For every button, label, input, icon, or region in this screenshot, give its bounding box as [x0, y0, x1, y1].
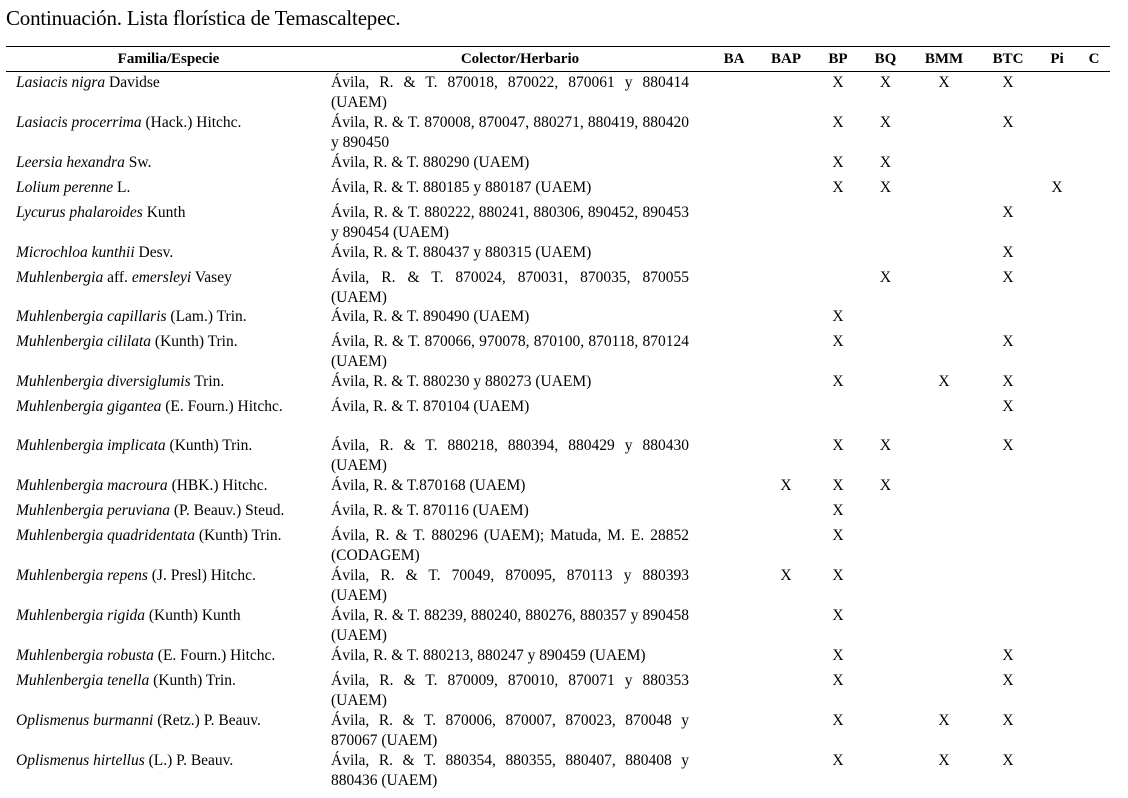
mark-btc: X: [1002, 269, 1014, 286]
mark-bap: [759, 397, 813, 436]
mark-pi: [1036, 526, 1078, 566]
table-row: [6, 332, 1110, 372]
species-author: (Hack.) Hitchc.: [145, 114, 242, 131]
mark-bmm: [908, 501, 980, 526]
species-name: Muhlenbergia quadridentata: [16, 527, 195, 544]
table-row: [6, 397, 1110, 436]
mark-c: [1078, 751, 1110, 791]
collector-cell: Ávila, R. & T.870168 (UAEM): [331, 477, 526, 494]
mark-bmm: [908, 203, 980, 243]
table-row: [6, 476, 1110, 501]
species-author: (Kunth) Kunth: [148, 607, 241, 624]
mark-btc: [980, 526, 1036, 566]
mark-c: [1078, 526, 1110, 566]
species-author: Davidse: [109, 74, 160, 91]
mark-pi: [1036, 268, 1078, 307]
mark-bp: X: [832, 477, 844, 494]
mark-ba: [709, 268, 759, 307]
mark-bp: [813, 203, 863, 243]
species-author: Desv.: [138, 244, 174, 261]
collector-cell: Ávila, R. & T. 880437 y 880315 (UAEM): [331, 244, 592, 261]
species-cell: [6, 71, 331, 113]
species-cell: [6, 372, 331, 397]
collector-cell: Ávila, R. & T. 870006, 870007, 870023, 870048 y 870067 (UAEM): [331, 712, 689, 749]
mark-bap: [759, 372, 813, 397]
species-cell: [6, 307, 331, 332]
mark-c: [1078, 178, 1110, 203]
table-row: [6, 646, 1110, 671]
table-row: [6, 711, 1110, 751]
header-bmm: BMM: [924, 50, 964, 67]
species-cell: [6, 646, 331, 671]
mark-ba: [709, 476, 759, 501]
mark-ba: [709, 71, 759, 113]
species-cell: [6, 113, 331, 153]
species-name: Muhlenbergia tenella: [16, 672, 150, 689]
mark-bap: [759, 113, 813, 153]
mark-bq: [863, 397, 908, 436]
mark-btc: X: [1002, 74, 1014, 91]
species-author: Trin.: [194, 373, 225, 390]
species-cell: [6, 711, 331, 751]
mark-c: [1078, 501, 1110, 526]
mark-pi: [1036, 436, 1078, 476]
species-author: (Lam.) Trin.: [170, 308, 247, 325]
species-name: Muhlenbergia peruviana: [16, 502, 170, 519]
mark-ba: [709, 606, 759, 646]
mark-ba: [709, 307, 759, 332]
mark-pi: [1036, 397, 1078, 436]
mark-bmm: [908, 153, 980, 178]
mark-bp: X: [832, 647, 844, 664]
species-cell: [6, 332, 331, 372]
mark-bq: [863, 566, 908, 606]
mark-bmm: [908, 113, 980, 153]
mark-bmm: [908, 307, 980, 332]
mark-ba: [709, 646, 759, 671]
species-name: Muhlenbergia rigida: [16, 607, 146, 624]
mark-bq: X: [879, 269, 892, 286]
mark-bq: [863, 526, 908, 566]
mark-ba: [709, 113, 759, 153]
species-author: (Kunth) Trin.: [198, 527, 282, 544]
species-author: (Kunth) Trin.: [153, 672, 236, 689]
mark-bap: [759, 606, 813, 646]
mark-ba: [709, 436, 759, 476]
mark-bap: [759, 332, 813, 372]
species-author: (HBK.) Hitchc.: [171, 477, 268, 494]
table-row: [6, 372, 1110, 397]
species-epithet: emersleyi: [131, 269, 192, 286]
table-row: [6, 526, 1110, 566]
collector-cell: Ávila, R. & T. 870009, 870010, 870071 y 880353 (UAEM): [331, 672, 689, 709]
mark-bap: [759, 71, 813, 113]
mark-bp: [813, 268, 863, 307]
mark-bq: [863, 671, 908, 711]
species-cell: [6, 436, 331, 476]
mark-pi: [1036, 203, 1078, 243]
species-author: L.: [117, 179, 131, 196]
mark-c: [1078, 307, 1110, 332]
mark-btc: X: [1002, 333, 1014, 350]
mark-bp: [813, 397, 863, 436]
mark-btc: X: [1002, 672, 1014, 689]
species-cell: [6, 606, 331, 646]
header-pi: Pi: [1050, 50, 1064, 67]
species-author: (J. Presl) Hitchc.: [151, 567, 256, 584]
collector-cell: Ávila, R. & T. 880218, 880394, 880429 y 880430 (UAEM): [331, 437, 689, 474]
mark-bq: X: [879, 74, 892, 91]
mark-bmm: [908, 243, 980, 268]
collector-cell: Ávila, R. & T. 880222, 880241, 880306, 890452, 890453 y 890454 (UAEM): [331, 204, 689, 241]
species-name: Leersia hexandra: [16, 154, 125, 171]
floristic-table: [6, 48, 1110, 791]
species-author: (P. Beauv.) Steud.: [173, 502, 285, 519]
species-author: (Retz.) P. Beauv.: [157, 712, 261, 729]
table-title: Continuación. Lista florística de Temascaltepec.: [6, 6, 401, 30]
collector-cell: Ávila, R. & T. 880213, 880247 y 890459 (UAEM): [331, 647, 646, 664]
table-row: [6, 153, 1110, 178]
species-cell: [6, 153, 331, 178]
header-btc: BTC: [992, 50, 1024, 67]
mark-c: [1078, 153, 1110, 178]
mark-bap: [759, 671, 813, 711]
species-author: Vasey: [194, 269, 232, 286]
species-cell: [6, 203, 331, 243]
header-species: Familia/Especie: [117, 50, 220, 67]
species-name: Lasiacis procerrima: [16, 114, 142, 131]
mark-ba: [709, 751, 759, 791]
mark-bp: X: [832, 179, 844, 196]
mark-bq: [863, 751, 908, 791]
collector-cell: Ávila, R. & T. 880354, 880355, 880407, 880408 y 880436 (UAEM): [331, 752, 689, 789]
mark-bmm: X: [938, 752, 950, 769]
mark-bp: X: [832, 712, 844, 729]
collector-cell: Ávila, R. & T. 880296 (UAEM); Matuda, M. E. 28852 (CODAGEM): [331, 527, 689, 564]
table-row: [6, 566, 1110, 606]
table-header-row: [6, 48, 1110, 71]
mark-bap: [759, 501, 813, 526]
species-author: (E. Fourn.) Hitchc.: [157, 647, 276, 664]
species-name: Muhlenbergia capillaris: [16, 308, 167, 325]
table-row: [6, 203, 1110, 243]
collector-cell: Ávila, R. & T. 880290 (UAEM): [331, 154, 530, 171]
species-cell: [6, 397, 331, 436]
mark-btc: X: [1002, 647, 1014, 664]
species-name: Lolium perenne: [16, 179, 114, 196]
mark-bap: [759, 203, 813, 243]
table-row: [6, 606, 1110, 646]
species-cell: [6, 566, 331, 606]
table-row: [6, 501, 1110, 526]
mark-bmm: [908, 606, 980, 646]
species-name: Muhlenbergia diversiglumis: [16, 373, 191, 390]
mark-bp: X: [832, 502, 844, 519]
mark-bmm: [908, 526, 980, 566]
mark-btc: X: [1002, 437, 1014, 454]
header-collector: Colector/Herbario: [460, 50, 580, 67]
collector-cell: Ávila, R. & T. 70049, 870095, 870113 y 880393 (UAEM): [331, 567, 689, 604]
mark-btc: [980, 606, 1036, 646]
mark-ba: [709, 332, 759, 372]
header-bq: BQ: [874, 50, 897, 67]
mark-c: [1078, 476, 1110, 501]
species-author: (Kunth) Trin.: [154, 333, 238, 350]
mark-bmm: [908, 436, 980, 476]
mark-bmm: [908, 646, 980, 671]
mark-pi: [1036, 332, 1078, 372]
mark-c: [1078, 203, 1110, 243]
mark-ba: [709, 566, 759, 606]
mark-pi: [1036, 153, 1078, 178]
mark-c: [1078, 268, 1110, 307]
mark-pi: [1036, 646, 1078, 671]
mark-c: [1078, 646, 1110, 671]
mark-bmm: [908, 476, 980, 501]
header-bp: BP: [828, 50, 848, 67]
mark-bp: X: [832, 333, 844, 350]
mark-bp: X: [832, 154, 844, 171]
header-bap: BAP: [771, 50, 801, 67]
mark-bp: X: [832, 672, 844, 689]
table-row: [6, 71, 1110, 113]
mark-pi: [1036, 711, 1078, 751]
species-author: (Kunth) Trin.: [169, 437, 253, 454]
species-author: Kunth: [146, 204, 186, 221]
table-row: [6, 436, 1110, 476]
mark-btc: X: [1002, 752, 1014, 769]
mark-ba: [709, 153, 759, 178]
species-cell: [6, 476, 331, 501]
mark-bq: X: [879, 114, 892, 131]
mark-bap: [759, 711, 813, 751]
mark-bmm: X: [938, 712, 950, 729]
collector-cell: Ávila, R. & T. 870104 (UAEM): [331, 398, 530, 415]
mark-bap: [759, 436, 813, 476]
mark-pi: [1036, 671, 1078, 711]
mark-bmm: [908, 671, 980, 711]
mark-bq: [863, 332, 908, 372]
mark-c: [1078, 243, 1110, 268]
mark-bq: X: [879, 154, 892, 171]
mark-btc: [980, 153, 1036, 178]
header-c: C: [1088, 50, 1100, 67]
species-cell: [6, 268, 331, 307]
mark-btc: X: [1002, 114, 1014, 131]
mark-c: [1078, 436, 1110, 476]
mark-c: [1078, 671, 1110, 711]
mark-c: [1078, 372, 1110, 397]
mark-bmm: [908, 332, 980, 372]
mark-ba: [709, 178, 759, 203]
species-name: Oplismenus burmanni: [16, 712, 154, 729]
mark-ba: [709, 501, 759, 526]
species-name: Microchloa kunthii: [16, 244, 135, 261]
mark-bq: [863, 243, 908, 268]
table-row: [6, 113, 1110, 153]
mark-bmm: X: [938, 74, 950, 91]
species-author: (L.) P. Beauv.: [148, 752, 234, 769]
table-body: [6, 71, 1110, 791]
mark-bq: [863, 203, 908, 243]
species-cell: [6, 751, 331, 791]
mark-btc: X: [1002, 373, 1014, 390]
mark-bap: X: [780, 567, 792, 584]
species-cell: [6, 526, 331, 566]
mark-bp: X: [832, 567, 844, 584]
mark-bap: [759, 178, 813, 203]
aff-qualifier: aff.: [107, 269, 128, 286]
species-cell: [6, 671, 331, 711]
table-row: [6, 243, 1110, 268]
mark-c: [1078, 566, 1110, 606]
mark-pi: [1036, 307, 1078, 332]
mark-pi: [1036, 243, 1078, 268]
species-name: Muhlenbergia gigantea: [16, 398, 162, 415]
mark-btc: [980, 178, 1036, 203]
mark-bmm: [908, 566, 980, 606]
mark-bp: X: [832, 308, 844, 325]
mark-bp: X: [832, 437, 844, 454]
mark-bap: [759, 243, 813, 268]
mark-pi: [1036, 113, 1078, 153]
mark-ba: [709, 372, 759, 397]
mark-pi: [1036, 751, 1078, 791]
mark-bap: [759, 646, 813, 671]
mark-bq: [863, 646, 908, 671]
collector-cell: Ávila, R. & T. 870008, 870047, 880271, 880419, 880420 y 890450: [331, 114, 689, 151]
mark-bq: X: [879, 477, 892, 494]
collector-cell: Ávila, R. & T. 870024, 870031, 870035, 870055 (UAEM): [331, 269, 689, 306]
species-name: Muhlenbergia robusta: [16, 647, 154, 664]
mark-bq: [863, 307, 908, 332]
collector-cell: Ávila, R. & T. 880185 y 880187 (UAEM): [331, 179, 592, 196]
species-name: Muhlenbergia implicata: [16, 437, 166, 454]
table-row: [6, 178, 1110, 203]
species-author: Sw.: [128, 154, 152, 171]
mark-bap: [759, 751, 813, 791]
species-author: (E. Fourn.) Hitchc.: [165, 398, 283, 415]
mark-btc: [980, 566, 1036, 606]
collector-cell: Ávila, R. & T. 870018, 870022, 870061 y 880414 (UAEM): [331, 74, 689, 111]
mark-pi: [1036, 566, 1078, 606]
mark-bmm: [908, 268, 980, 307]
mark-ba: [709, 526, 759, 566]
mark-btc: X: [1002, 398, 1014, 415]
mark-ba: [709, 243, 759, 268]
species-cell: [6, 178, 331, 203]
mark-bq: [863, 372, 908, 397]
mark-bp: X: [832, 607, 844, 624]
collector-cell: Ávila, R. & T. 880230 y 880273 (UAEM): [331, 373, 592, 390]
mark-bap: [759, 307, 813, 332]
mark-bp: [813, 243, 863, 268]
species-name: Muhlenbergia macroura: [16, 477, 168, 494]
mark-btc: [980, 476, 1036, 501]
species-cell: [6, 243, 331, 268]
mark-pi: [1036, 501, 1078, 526]
header-ba: BA: [723, 50, 745, 67]
species-cell: [6, 501, 331, 526]
species-name: Muhlenbergia: [16, 269, 104, 286]
mark-c: [1078, 397, 1110, 436]
species-name: Muhlenbergia repens: [16, 567, 148, 584]
mark-ba: [709, 711, 759, 751]
mark-bp: X: [832, 527, 844, 544]
mark-btc: X: [1002, 204, 1014, 221]
mark-bp: X: [832, 752, 844, 769]
mark-c: [1078, 113, 1110, 153]
mark-pi: X: [1051, 179, 1063, 196]
mark-bap: [759, 526, 813, 566]
mark-c: [1078, 606, 1110, 646]
collector-cell: Ávila, R. & T. 870116 (UAEM): [331, 502, 529, 519]
mark-btc: [980, 307, 1036, 332]
mark-bmm: X: [938, 373, 950, 390]
mark-ba: [709, 397, 759, 436]
species-name: Lycurus phalaroides: [16, 204, 143, 221]
mark-ba: [709, 203, 759, 243]
top-rule: [6, 46, 1110, 47]
collector-cell: Ávila, R. & T. 88239, 880240, 880276, 880357 y 890458 (UAEM): [331, 607, 689, 644]
mark-btc: [980, 501, 1036, 526]
table-row: [6, 307, 1110, 332]
mark-pi: [1036, 606, 1078, 646]
mark-ba: [709, 671, 759, 711]
mark-bmm: [908, 397, 980, 436]
mark-bq: [863, 711, 908, 751]
mark-btc: X: [1002, 712, 1014, 729]
mark-bq: [863, 606, 908, 646]
mark-bq: [863, 501, 908, 526]
table-row: [6, 671, 1110, 711]
collector-cell: Ávila, R. & T. 870066, 970078, 870100, 870118, 870124 (UAEM): [331, 333, 689, 370]
mark-bp: X: [832, 114, 844, 131]
mark-bap: [759, 268, 813, 307]
mark-pi: [1036, 372, 1078, 397]
mark-pi: [1036, 476, 1078, 501]
mark-bmm: [908, 178, 980, 203]
mark-bp: X: [832, 373, 844, 390]
species-name: Oplismenus hirtellus: [16, 752, 145, 769]
collector-cell: Ávila, R. & T. 890490 (UAEM): [331, 308, 530, 325]
mark-c: [1078, 332, 1110, 372]
species-name: Lasiacis nigra: [16, 74, 106, 91]
mark-pi: [1036, 71, 1078, 113]
table-row: [6, 751, 1110, 791]
mark-bq: X: [879, 437, 892, 454]
mark-bap: X: [780, 477, 792, 494]
mark-c: [1078, 71, 1110, 113]
mark-bp: X: [832, 74, 844, 91]
mark-bq: X: [879, 179, 892, 196]
species-name: Muhlenbergia cililata: [16, 333, 152, 350]
mark-bap: [759, 153, 813, 178]
mark-btc: X: [1002, 244, 1014, 261]
mark-c: [1078, 711, 1110, 751]
table-row: [6, 268, 1110, 307]
